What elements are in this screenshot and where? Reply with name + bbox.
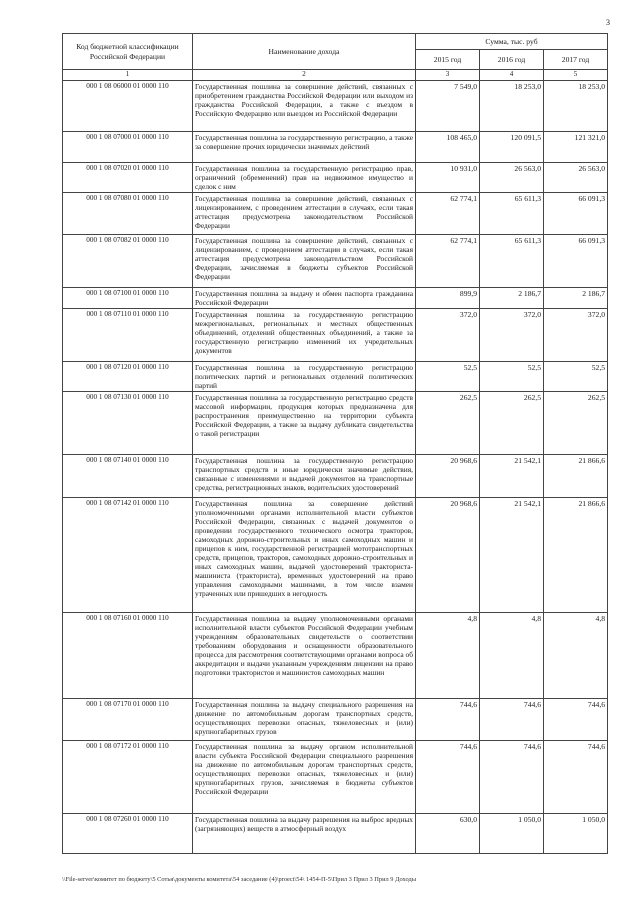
row-value-2016: 120 091,5 <box>480 131 544 162</box>
table-row <box>63 740 608 813</box>
row-value-2015: 262,5 <box>416 391 480 454</box>
row-value-2016: 372,0 <box>480 308 544 361</box>
table-row <box>63 612 608 698</box>
row-value-2017: 21 866,6 <box>544 454 608 497</box>
row-value-2017: 744,6 <box>544 740 608 813</box>
row-value-2016: 1 050,0 <box>480 813 544 853</box>
colnum-2: 2 <box>193 70 416 81</box>
row-value-2016: 26 563,0 <box>480 162 544 192</box>
table-row <box>63 454 608 497</box>
row-value-2016: 21 542,1 <box>480 497 544 612</box>
row-code: 000 1 08 07140 01 0000 110 <box>63 454 193 497</box>
table-row <box>63 192 608 234</box>
row-value-2015: 20 968,6 <box>416 454 480 497</box>
row-value-2015: 108 465,0 <box>416 131 480 162</box>
row-name: Государственная пошлина за совершение действий, связанных с приобретением гражданства Российской Федерации или выходом из гражданства Российской Федерации, а также с въездом в Российскую Федерацию или выездом из Российской Федерации <box>193 80 416 131</box>
row-value-2017: 21 866,6 <box>544 497 608 612</box>
row-value-2016: 65 611,3 <box>480 192 544 234</box>
row-name: Государственная пошлина за государственную регистрацию транспортных средств и иные юридически значимые действия, связанные с изменениями и выдачей документов на транспортные средства, регистрационных знаков, водительских удостоверений <box>193 454 416 497</box>
row-value-2015: 10 931,0 <box>416 162 480 192</box>
revenue-table <box>62 33 608 854</box>
row-value-2015: 744,6 <box>416 698 480 740</box>
row-name: Государственная пошлина за государственную регистрацию, а также за совершение прочих юридически значимых действий <box>193 131 416 162</box>
row-name: Государственная пошлина за совершение действий, связанных с лицензированием, с проведением аттестации в случаях, если такая аттестация предусмотрена законодательством Российской Федерации, зачисляемая в бюджеты субъектов Российской Федерации <box>193 234 416 287</box>
table-row <box>63 698 608 740</box>
row-value-2016: 18 253,0 <box>480 80 544 131</box>
row-name: Государственная пошлина за выдачу разрешения на выброс вредных (загрязняющих) веществ в атмосферный воздух <box>193 813 416 853</box>
row-value-2015: 630,0 <box>416 813 480 853</box>
header-sum: Сумма, тыс. руб <box>416 34 608 50</box>
row-code: 000 1 08 07130 01 0000 110 <box>63 391 193 454</box>
row-value-2016: 4,8 <box>480 612 544 698</box>
header-year-2017: 2017 год <box>544 50 608 70</box>
row-value-2017: 2 186,7 <box>544 287 608 308</box>
row-name: Государственная пошлина за совершение действий уполномоченными органами исполнительной власти субъектов Российской Федерации, связанных с выдачей документов о проведении государственного технического осмотра тракторов, самоходных дорожно-строительных и иных самоходных машин и прицепов к ним, государственной регистрацией мототранспортных средств, прицепов, тракторов, самоходных дорожно-строительных и иных самоходных машин, выдачей удостоверений тракториста-машиниста (тракториста), временных удостоверений на право управления самоходными машинами, в том числе взамен утраченных или пришедших в негодность <box>193 497 416 612</box>
header-code: Код бюджетной классификации Российской Федерации <box>63 34 193 70</box>
colnum-3: 3 <box>416 70 480 81</box>
row-value-2017: 121 321,0 <box>544 131 608 162</box>
row-value-2015: 20 968,6 <box>416 497 480 612</box>
row-value-2017: 372,0 <box>544 308 608 361</box>
row-code: 000 1 08 07120 01 0000 110 <box>63 361 193 391</box>
table-row <box>63 234 608 287</box>
row-code: 000 1 08 07082 01 0000 110 <box>63 234 193 287</box>
row-value-2017: 26 563,0 <box>544 162 608 192</box>
row-value-2015: 7 549,0 <box>416 80 480 131</box>
colnum-5: 5 <box>544 70 608 81</box>
row-code: 000 1 08 07080 01 0000 110 <box>63 192 193 234</box>
row-name: Государственная пошлина за выдачу специального разрешения на движение по автомобильным дорогам транспортных средств, осуществляющих перевозки опасных, тяжеловесных и (или) крупногабаритных грузов <box>193 698 416 740</box>
table-row <box>63 131 608 162</box>
header-row <box>63 34 608 50</box>
row-code: 000 1 08 07172 01 0000 110 <box>63 740 193 813</box>
row-value-2016: 2 186,7 <box>480 287 544 308</box>
table-row <box>63 813 608 853</box>
column-numbers-row <box>63 70 608 81</box>
colnum-4: 4 <box>480 70 544 81</box>
row-value-2016: 52,5 <box>480 361 544 391</box>
table-row <box>63 361 608 391</box>
row-value-2016: 21 542,1 <box>480 454 544 497</box>
row-value-2017: 52,5 <box>544 361 608 391</box>
header-year-2016: 2016 год <box>480 50 544 70</box>
row-code: 000 1 08 07170 01 0000 110 <box>63 698 193 740</box>
row-name: Государственная пошлина за совершение действий, связанных с лицензированием, с проведением аттестации в случаях, если такая аттестация предусмотрена законодательством Российской Федерации <box>193 192 416 234</box>
colnum-1: 1 <box>63 70 193 81</box>
row-value-2015: 52,5 <box>416 361 480 391</box>
row-value-2017: 744,6 <box>544 698 608 740</box>
row-value-2016: 65 611,3 <box>480 234 544 287</box>
row-name: Государственная пошлина за государственную регистрацию политических партий и региональных отделений политических партий <box>193 361 416 391</box>
file-path-footer: \\File-server\комитет по бюджету\5 Сотья\документы комитета\54 заседание (4)\proect\54\ 1454-П-5\Прил 3 Прил 3 Прил 9 Доходы <box>62 876 416 883</box>
row-value-2015: 899,9 <box>416 287 480 308</box>
row-code: 000 1 08 07142 01 0000 110 <box>63 497 193 612</box>
table-row <box>63 287 608 308</box>
row-value-2016: 744,6 <box>480 740 544 813</box>
row-code: 000 1 08 06000 01 0000 110 <box>63 80 193 131</box>
row-code: 000 1 08 07100 01 0000 110 <box>63 287 193 308</box>
row-code: 000 1 08 07160 01 0000 110 <box>63 612 193 698</box>
row-code: 000 1 08 07020 01 0000 110 <box>63 162 193 192</box>
row-code: 000 1 08 07260 01 0000 110 <box>63 813 193 853</box>
row-value-2017: 18 253,0 <box>544 80 608 131</box>
row-name: Государственная пошлина за выдачу и обмен паспорта гражданина Российской Федерации <box>193 287 416 308</box>
table-row <box>63 162 608 192</box>
page-number: 3 <box>606 18 610 27</box>
row-value-2015: 62 774,1 <box>416 234 480 287</box>
row-value-2017: 1 050,0 <box>544 813 608 853</box>
header-year-2015: 2015 год <box>416 50 480 70</box>
row-value-2015: 62 774,1 <box>416 192 480 234</box>
table-row <box>63 497 608 612</box>
row-value-2015: 4,8 <box>416 612 480 698</box>
row-code: 000 1 08 07110 01 0000 110 <box>63 308 193 361</box>
row-value-2017: 66 091,3 <box>544 192 608 234</box>
row-value-2017: 4,8 <box>544 612 608 698</box>
table-row <box>63 80 608 131</box>
header-name: Наименование дохода <box>193 34 416 70</box>
table-row <box>63 308 608 361</box>
row-name: Государственная пошлина за государственную регистрацию прав, ограничений (обременений) прав на недвижимое имущество и сделок с ним <box>193 162 416 192</box>
row-value-2017: 66 091,3 <box>544 234 608 287</box>
row-value-2015: 744,6 <box>416 740 480 813</box>
table-row <box>63 391 608 454</box>
row-name: Государственная пошлина за государственную регистрацию средств массовой информации, продукция которых предназначена для распространения преимущественно на территории субъекта Российской Федерации, а также за выдачу дубликата свидетельства о такой регистрации <box>193 391 416 454</box>
row-name: Государственная пошлина за государственную регистрацию межрегиональных, региональных и местных общественных объединений, отделений общественных объединений, а также за государственную регистрацию изменений их учредительных документов <box>193 308 416 361</box>
row-name: Государственная пошлина за выдачу уполномоченными органами исполнительной власти субъектов Российской Федерации учебным учреждениям образовательных свидетельств о соответствии требованиям оборудования и оснащенности образовательного процесса для рассмотрения соответствующими органами вопроса об аккредитации и выдачи указанным учреждениям лицензии на право подготовки трактористов и машинистов самоходных машин <box>193 612 416 698</box>
row-name: Государственная пошлина за выдачу органом исполнительной власти субъекта Российской Федерации специального разрешения на движение по автомобильным дорогам транспортных средств, осуществляющих перевозки опасных, тяжеловесных и (или) крупногабаритных грузов, зачисляемая в бюджеты субъектов Российской Федерации <box>193 740 416 813</box>
row-value-2017: 262,5 <box>544 391 608 454</box>
row-value-2015: 372,0 <box>416 308 480 361</box>
row-value-2016: 744,6 <box>480 698 544 740</box>
row-code: 000 1 08 07000 01 0000 110 <box>63 131 193 162</box>
row-value-2016: 262,5 <box>480 391 544 454</box>
